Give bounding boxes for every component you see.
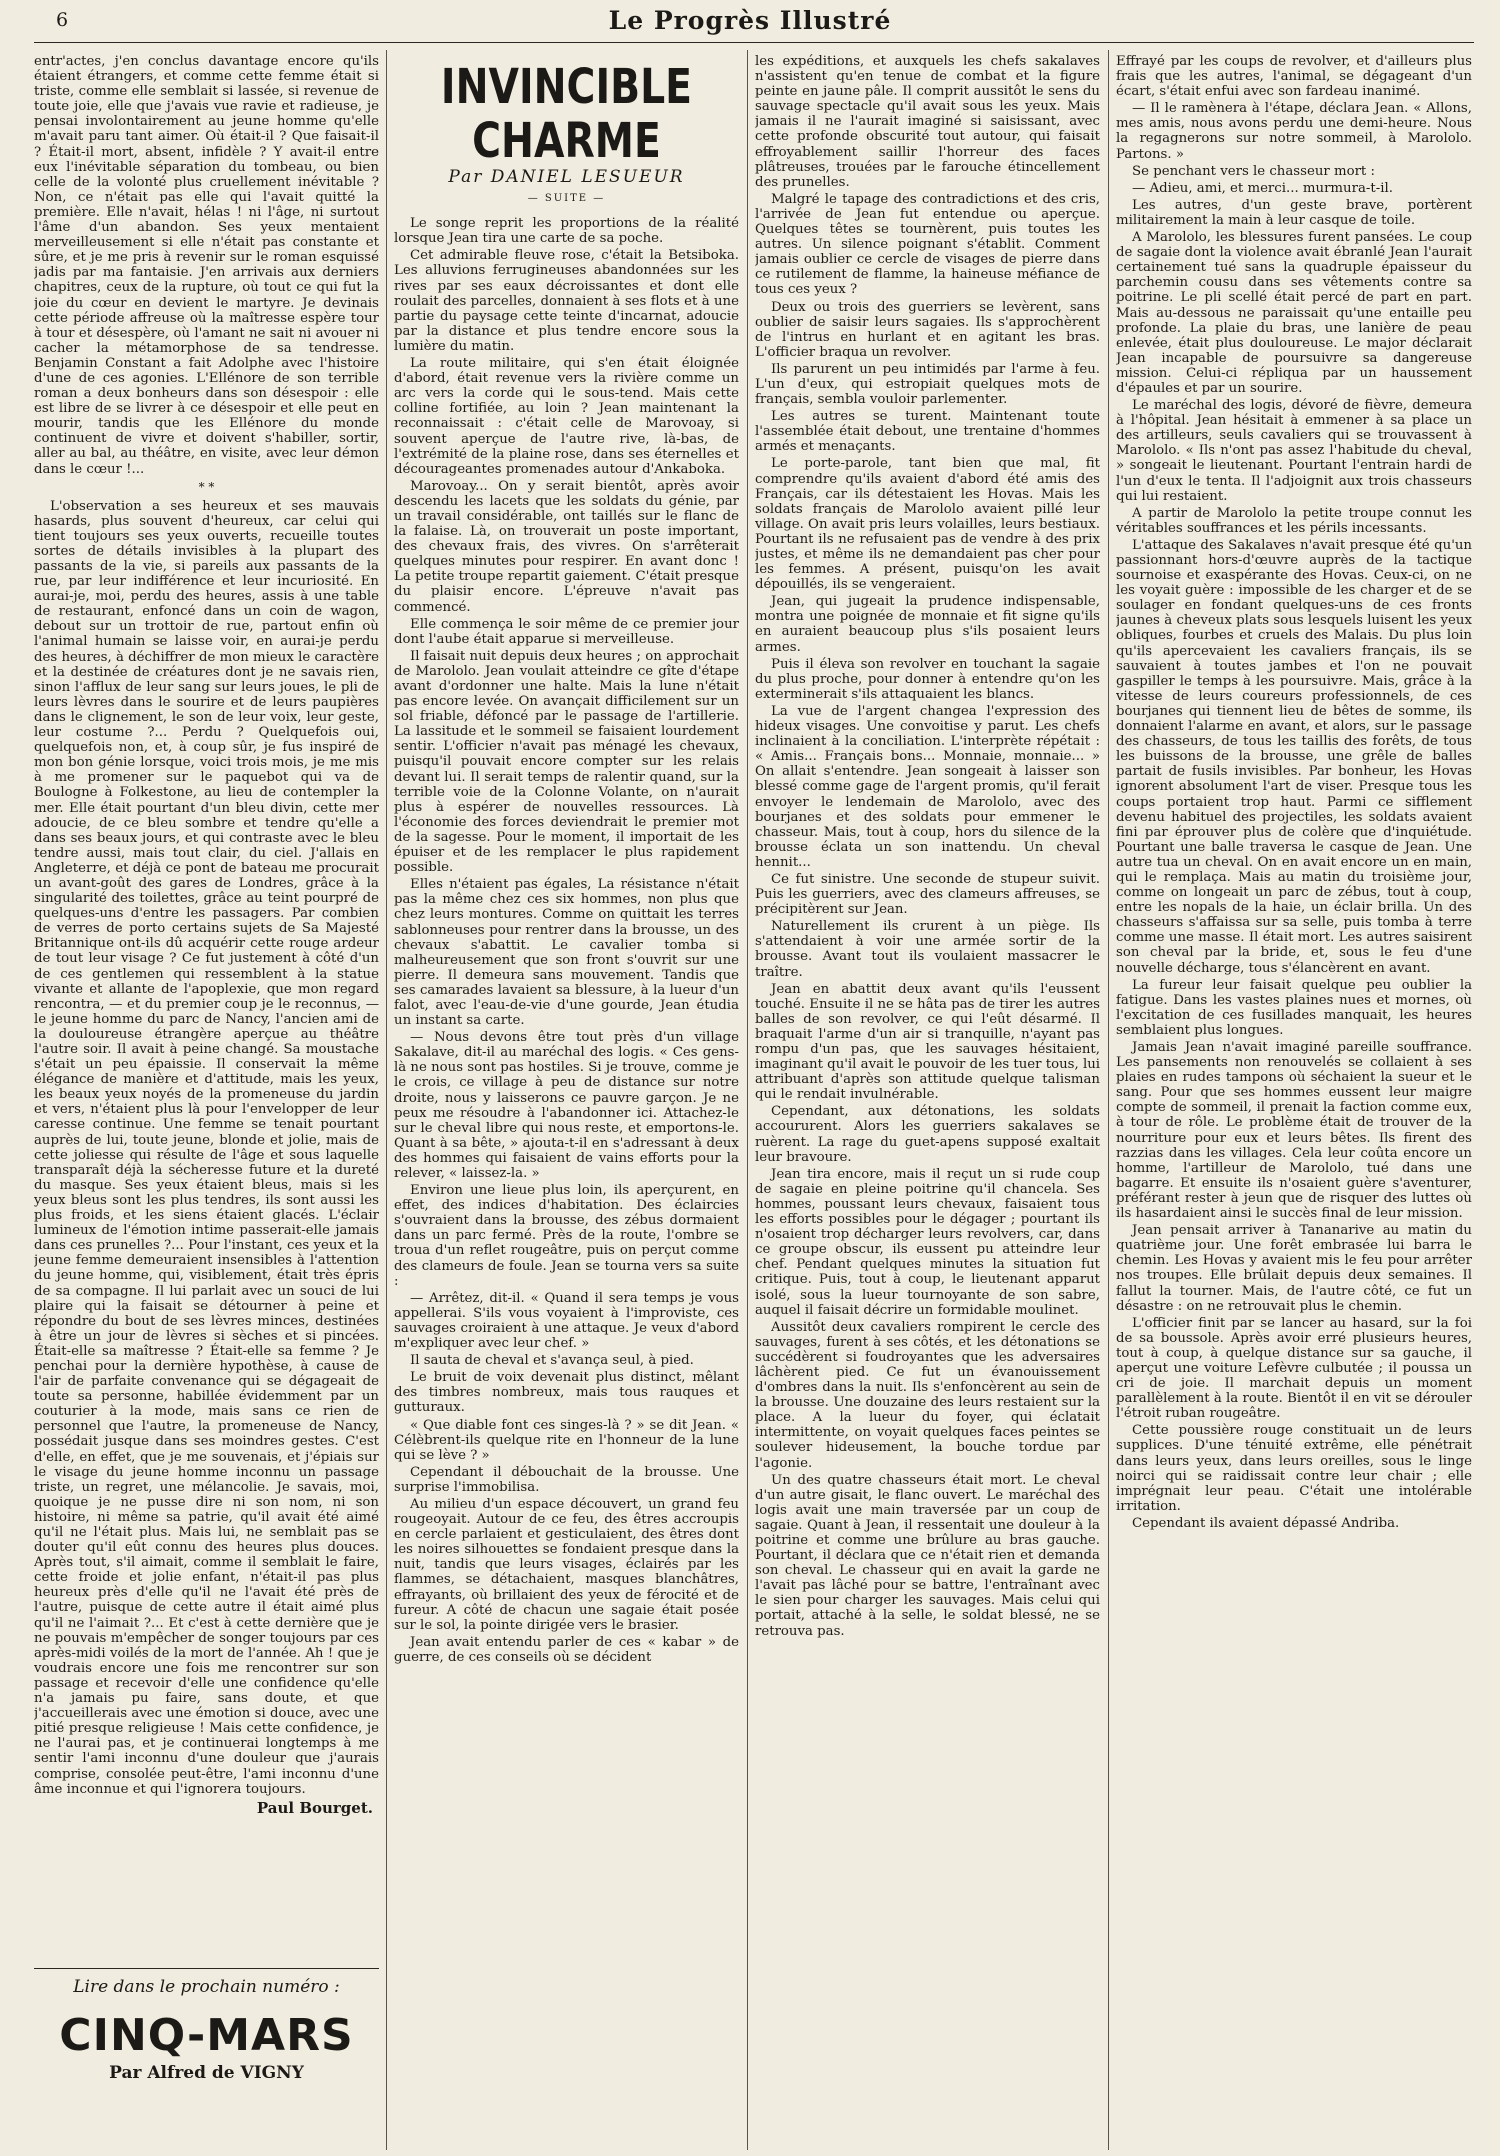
paragraph: L'officier finit par se lancer au hasard, sur la foi de sa boussole. Après avoir erré plusieurs heures, tout à coup, à quelque distance sur sa gauche, il aperçut une voiture Lefèvre culbutée ; il poussa un cri de joie. Il marchait depuis un moment parallèlement à la route. Bientôt il en vit se dérouler l'étroit ruban rougeâtre. — [1116, 1315, 1472, 1422]
paragraph: Cependant il débouchait de la brousse. Une surprise l'immobilisa. — [394, 1464, 739, 1495]
paragraph: Jean en abattit deux avant qu'ils l'eussent touché. Ensuite il ne se hâta pas de tirer les autres balles de son revolver, ce qui l'eût désarmé. Il braquait l'arme d'un air si tranquille, n'ayant pas rompu d'un pas, que les sauvages hésitaient, imaginant qu'il avait le pouvoir de les tuer tous, lui attribuant d'après son attitude quelque talisman qui le rendait invulnérable. — [755, 981, 1100, 1103]
page-number: 6 — [56, 9, 69, 31]
column-2 — [394, 54, 739, 2149]
column-4 — [1116, 54, 1472, 2149]
column-1 — [34, 54, 379, 1964]
paragraph: — Il le ramènera à l'étape, déclara Jean. « Allons, mes amis, nous avons perdu une demi-heure. Nous la regagnerons sur notre sommeil, à Marololo. Partons. » — [1116, 101, 1472, 162]
column-rule — [386, 50, 387, 2150]
paragraph: Le songe reprit les proportions de la réalité lorsque Jean tira une carte de sa poche. — [394, 216, 739, 247]
paragraph: Il sauta de cheval et s'avança seul, à pied. — [410, 1353, 694, 1369]
paragraph: — Nous devons être tout près d'un village Sakalave, dit-il au maréchal des logis. « Ces gens-là ne nous sont pas hostiles. Si je trouve, comme je le crois, ce village à peu de distance sur notre droite, nous y laisserons ce pauvre garçon. Je ne peux me résoudre à l'abandonner ici. Attachez-le sur le cheval libre qui nous reste, et emportons-le. Quant à sa bête, » ajouta-t-il en s'adressant à deux des hommes qui faisaient de vains efforts pour la relever, « laissez-la. » — [394, 1030, 739, 1181]
paragraph: Cet admirable fleuve rose, c'était la Betsiboka. Les alluvions ferrugineuses abandonnées sur les rives par ses eaux décroissantes et dont elle roulait des parcelles, donnaient à ses flots et à une partie du paysage cette teinte d'incarnat, adoucie par la distance et plus tendre encore sous la lumière du matin. — [394, 248, 739, 354]
serial-byline: Par DANIEL LESUEUR — [448, 167, 685, 187]
paragraph: Il faisait nuit depuis deux heures ; on approchait de Marololo. Jean voulait atteindre ce gîte d'étape avant d'ordonner une halte. Mais la lune n'était pas encore levée. On avançait difficilement sur un sol friable, défoncé par le passage de l'artillerie. La lassitude et le sommeil se faisaient lourdement sentir. L'officier n'avait pas ménagé les chevaux, puisqu'il pouvait encore compter sur les relais devant lui. Il serait temps de ralentir quand, sur la terrible voie de la Colonne Volante, on n'aurait plus à espérer de nouvelles ressources. Là l'économie des forces deviendrait le premier mot de la sagesse. Pour le moment, il importait de les épuiser et de les remplacer le plus rapidement possible. — [394, 648, 739, 876]
paragraph: La vue de l'argent changea l'expression des hideux visages. Une convoitise y parut. Les chefs inclinaient à la conciliation. L'interprète répétait : « Amis... Français bons... Monnaie, monnaie... » On allait s'entendre. Jean songeait à laisser son blessé comme gage de l'argent promis, qu'il ferait envoyer le lendemain de Marololo, avec des bourjanes et des soldats pour emmener le chasseur. Mais, tout à coup, hors du silence de la brousse éclata un son inattendu. Un cheval hennit... — [755, 703, 1100, 870]
paragraph: Jean avait entendu parler de ces « kabar » de guerre, de ces conseils où se décident — [394, 1634, 739, 1665]
paragraph: Le bruit de voix devenait plus distinct, mêlant des timbres nombreux, mais tous rauques et gutturaux. — [394, 1370, 739, 1416]
paragraph: Ils parurent un peu intimidés par l'arme à feu. L'un d'eux, qui estropiait quelques mots de français, sembla vouloir parlementer. — [755, 361, 1100, 408]
promo-intro: Lire dans le prochain numéro : — [73, 1977, 340, 1997]
promo-rule — [34, 1968, 379, 1969]
paragraph: Environ une lieue plus loin, ils aperçurent, en effet, des indices d'habitation. Des éclaircies s'ouvraient dans la brousse, des zébus dormaient dans un parc fermé. Près de la route, l'ombre se troua d'un reflet rougeâtre, puis on perçut comme des clameurs de foule. Jean se tourna vers sa suite : — [394, 1183, 739, 1289]
page-header — [0, 0, 1500, 46]
paragraph: « Que diable font ces singes-là ? » se dit Jean. « Célèbrent-ils quelque rite en l'honneur de la lune qui se lève ? » — [394, 1417, 739, 1463]
paragraph: La fureur leur faisait quelque peu oublier la fatigue. Dans les vastes plaines nues et mornes, où l'excitation de ces fusillades manquait, les heures semblaient plus longues. — [1116, 977, 1472, 1038]
journal-title: Le Progrès Illustré — [608, 6, 892, 35]
paragraph: L'attaque des Sakalaves n'avait presque été qu'un passionnant hors-d'œuvre auprès de la tactique sournoise et exaspérante des Hovas. Ceux-ci, on ne les voyait guère : impossible de les charger et de se soulager en fondant quelques-uns de ces fronts jaunes à cheveux plats sous lesquels luisent les yeux obliques, fourbes et cruels des Malais. Du plus loin qu'ils apercevaient les cavaliers français, ils se sauvaient à toutes jambes et l'on ne pouvait gaspiller le temps à les poursuivre. Mais, grâce à la vitesse de leurs coureurs professionnels, de ces bourjanes qui tiennent lieu de bêtes de somme, ils donnaient l'alarme en avant, et alors, sur le passage des chasseurs, de tous les taillis des forêts, de tous les buissons de la brousse, une grêle de balles partait de fusils invisibles. Par bonheur, les Hovas ignorent absolument l'art de viser. Presque tous les coups portaient trop haut. Parmi ce sifflement devenu habituel des projectiles, les soldats avaient fini par éprouver plus de colère que d'inquiétude. Pourtant une balle traversa le casque de Jean. Une autre tua un cheval. On en avait encore un en main, qui le remplaça. Mais au matin du troisième jour, comme on longeait un parc de zébus, tout à coup, entre les nopals de la haie, un éclair brilla. Un des chasseurs s'affaissa sur sa selle, puis tomba à terre comme une masse. Il était mort. Les autres saisirent son cheval par la bride, et, sous le feu d'une nouvelle décharge, tous s'élancèrent en avant. — [1116, 537, 1472, 976]
paragraph: Aussitôt deux cavaliers rompirent le cercle des sauvages, furent à ses côtés, et les détonations se succédèrent si foudroyantes que les adversaires lâchèrent pied. Ce fut un évanouissement d'ombres dans la nuit. Ils s'enfoncèrent au sein de la brousse. Une douzaine des leurs restaient sur la place. A la lueur du foyer, qui éclatait intermittente, on voyait quelques faces peintes se soulever hideusement, la bouche tordue par l'agonie. — [755, 1319, 1100, 1471]
paragraph: Un des quatre chasseurs était mort. Le cheval d'un autre gisait, le flanc ouvert. Le maréchal des logis avait une main traversée par un coup de sagaie. Quant à Jean, il ressentait une douleur à la poitrine et comme une brûlure au bras gauche. Pourtant, il déclara que ce n'était rien et demanda son cheval. Le chasseur qui en avait la garde ne l'avait pas lâché pour se battre, l'entraînant avec le sien pour charger les sauvages. Mais celui qui portait, attaché à la selle, le soldat blessé, ne se retrouva pas. — [755, 1472, 1100, 1639]
paragraph: Cependant ils avaient dépassé Andriba. — [1132, 1515, 1400, 1531]
paragraph: A Marololo, les blessures furent pansées. Le coup de sagaie dont la violence avait ébranlé Jean l'aurait certainement tué sans la quadruple épaisseur du parchemin cousu dans ses vêtements contre sa poitrine. Le pli scellé était percé de part en part. Mais au-dessous ne paraissait qu'une entaille peu profonde. La plaie du bras, une lanière de peau enlevée, était plus douloureuse. Le major déclarait Jean incapable de poursuivre sa dangereuse mission. Celui-ci répliqua par un haussement d'épaules et par un sourire. — [1116, 230, 1472, 396]
paragraph: L'observation a ses heureux et ses mauvais hasards, plus souvent d'heureux, car celui qui tient toujours ses yeux ouverts, recueille toutes sortes de détails invisibles à la plupart des passants de la vie, si pareils aux passants de la rue, par leur indifférence et leur incuriosité. En aurai-je, moi, perdu des heures, assis à une table de restaurant, enfoncé dans un coin de wagon, debout sur un trottoir de rue, partout enfin où l'animal humain se laisse voir, en aurai-je perdu des heures, à déchiffrer de mon mieux le caractère et la destinée de créatures dont je ne savais rien, sinon l'afflux de leur sang sur leurs joues, le pli de leurs lèvres dans le sourire et de leurs paupières dans le clignement, le son de leur voix, leur geste, leur costume ?... Perdu ? Quelquefois oui, quelquefois non, et, à coup sûr, je fus inspiré de mon bon génie lorsque, voici trois mois, je me mis à me promener sur le paquebot qui va de Boulogne à Folkestone, au lieu de contempler la mer. Elle était pourtant d'un bleu divin, cette mer adoucie, de ce bleu sombre et tendre qu'elle a dans ses beaux jours, et qui contraste avec le bleu tendre aussi, mais tout clair, du ciel. J'allais en Angleterre, et déjà ce pont de bateau me procurait un avant-goût des gares de Londres, grâce à la singularité des toilettes, grâce au teint pourpré de quelques-uns d'entre les passagers. Par combien de verres de porto certains sujets de Sa Majesté Britannique ont-ils dû acquérir cette rouge ardeur de tout leur visage ? Ce fut justement à côté d'un de ces gentlemen qui ressemblent à la statue vivante et allante de l'apoplexie, que mon regard rencontra, — et du premier coup je le reconnus, — le jeune homme du parc de Nancy, l'ancien ami de la douloureuse étrangère aperçue au théâtre l'autre soir. Il avait à peine changé. Sa moustache s'était un peu épaissie. Il conservait la même élégance de manière et d'attitude, mais les yeux, les beaux yeux noyés de la promeneuse du jardin et vers, n'étaient plus là pour l'envelopper de leur caresse continue. Une femme se tenait pourtant auprès de lui, toute jeune, blonde et jolie, mais de cette joliesse qui résulte de l'âge et sous laquelle transparaît déjà la sécheresse future et la dureté du masque. Ses yeux étaient bleus, mais si les yeux bleus sont les plus tendres, ils sont aussi les plus froids, et les siens étaient glacés. L'éclair lumineux de l'émotion intime passerait-elle jamais dans ces prunelles ?... Pour l'instant, ces yeux et la jeune femme demeuraient insensibles à l'attention du jeune homme, qui, visiblement, était très épris de sa compagne. Il lui parlait avec un souci de lui plaire qui la faisait se détourner à peine et répondre du bout de ses lèvres minces, destinées à être un jour de lèvres si sèches et si pincées. Était-elle sa maîtresse ? Était-elle sa femme ? Je penchai pour la dernière hypothèse, à cause de l'air de parfaite convenance qui se dégageait de toute sa personne, habillée évidemment par un couturier à la mode, mais sans ce rien de personnel que l'autre, la promeneuse de Nancy, possédait jusque dans ses moindres gestes. C'est d'elle, en effet, que je me souvenais, et j'épiais sur le visage du jeune homme inconnu un passage triste, un regret, une mélancolie. Je savais, moi, quoique je ne pusse dire ni son nom, ni son histoire, ni même sa patrie, qu'il avait été aimé qu'il ne l'était plus. Mais lui, ne semblait pas se douter qu'il eût connu des heures plus douces. Après tout, s'il aimait, comme il semblait le faire, cette froide et jolie enfant, n'était-il pas plus heureux près d'elle qu'il ne l'avait été près de l'autre, puisque de cette autre il était aimé plus qu'il ne l'aimait ?... Et c'est à cette dernière que je ne pouvais m'empêcher de songer toujours par ces après-midi voilés de la mort de l'année. Ah ! que je voudrais encore une fois me rencontrer sur son passage et recevoir d'elle une confidence qu'elle n'a jamais pu faire, sans doute, et que j'accueillerais avec une émotion si douce, avec une pitié presque religieuse ! Mais cette confidence, je ne l'aurai pas, et je continuerai longtemps à me sentir l'ami inconnu d'une douleur que j'aurais comprise, consolée peut-être, l'ami inconnu d'une âme inconnue et qui l'ignorera toujours. — [34, 498, 379, 1797]
paragraph: Ce fut sinistre. Une seconde de stupeur suivit. Puis les guerriers, avec des clameurs affreuses, se précipitèrent sur Jean. — [755, 871, 1100, 918]
paragraph: Marovoay... On y serait bientôt, après avoir descendu les lacets que les soldats du génie, par un travail considérable, ont taillés sur le flanc de la falaise. Là, on trouverait un poste important, des chevaux frais, des vivres. On s'arrêterait quelques minutes pour respirer. En avant donc ! La petite troupe repartit gaiement. C'était presque du plaisir encore. L'épreuve n'avait pas commencé. — [394, 478, 739, 615]
column-rule — [1108, 50, 1109, 2150]
paragraph: Le porte-parole, tant bien que mal, fit comprendre qu'ils avaient d'abord été amis des Français, car ils détestaient les Hovas. Mais les soldats français de Marololo avaient pillé leur village. On avait pris leurs volailles, leurs bestiaux. Pourtant ils ne refusaient pas de vendre à des prix justes, et même ils ne demandaient pas cher pour les femmes. A présent, puisqu'on les avait dépouillés, ils se vengeraient. — [755, 456, 1100, 593]
paragraph: Elle commença le soir même de ce premier jour dont l'aube était apparue si merveilleuse. — [394, 616, 739, 647]
header-rule — [34, 42, 1474, 43]
promo-author: Par Alfred de VIGNY — [109, 2063, 304, 2083]
column-rule — [747, 50, 748, 2150]
paragraph: Naturellement ils crurent à un piège. Ils s'attendaient à voir une armée sortir de la brousse. Avant tout ils voulaient massacrer le traître. — [755, 919, 1100, 980]
paragraph: Les autres, d'un geste brave, portèrent militairement la main à leur casque de toile. — [1116, 197, 1472, 228]
paragraph: Le maréchal des logis, dévoré de fièvre, demeura à l'hôpital. Jean hésitait à emmener à sa place un des artilleurs, seuls cavaliers qui se trouvassent à Marololo. « Ils n'ont pas assez l'habitude du cheval, » songeait le lieutenant. Pourtant l'entrain hardi de l'un d'eux le tenta. Il l'adjoignit aux trois chasseurs qui lui restaient. — [1116, 398, 1472, 504]
paragraph: — Adieu, ami, et merci... murmura-t-il. — [1132, 180, 1393, 196]
column-3 — [755, 54, 1100, 2149]
paragraph: Elles n'étaient pas égales, La résistance n'était pas la même chez ces six hommes, non plus que chez leurs montures. Comme on quittait les terres sablonneuses pour rentrer dans la brousse, un des chevaux s'abattit. Le cavalier tomba si malheureusement que son front s'ouvrit sur une pierre. Il demeura sans mouvement. Tandis que ses camarades lavaient sa blessure, à la lueur d'un falot, avec l'eau-de-vie d'une gourde, Jean étudia un instant sa carte. — [394, 877, 739, 1029]
paragraph: Les autres se turent. Maintenant toute l'assemblée était debout, une trentaine d'hommes armés et menaçants. — [755, 409, 1100, 455]
paragraph: Cette poussière rouge constituait un de leurs supplices. D'une ténuité extrême, elle pénétrait dans leurs yeux, dans leurs oreilles, sous le linge noirci qui se raidissait contre leur chair ; elle imprégnait leur peau. C'était une intolérable irritation. — [1116, 1423, 1472, 1514]
paragraph: Se penchant vers le chasseur mort : — [1132, 163, 1375, 179]
paragraph: Effrayé par les coups de revolver, et d'ailleurs plus frais que les autres, l'animal, se dégageant d'un écart, s'était enfui avec son fardeau inanimé. — [1116, 54, 1472, 100]
paragraph: Malgré le tapage des contradictions et des cris, l'arrivée de Jean fut entendue ou aperçue. Quelques têtes se tournèrent, puis toutes les autres. Un silence poignant s'établit. Comment jamais oublier ce cercle de visages de pierre dans ce rutilement de flamme, la haineuse méfiance de tous ces yeux ? — [755, 191, 1100, 298]
paragraph: Jean, qui jugeait la prudence indispensable, montra une poignée de monnaie et fit signe qu'ils en auraient beaucoup plus s'ils posaient leurs armes. — [755, 594, 1100, 655]
paragraph: Cependant, aux détonations, les soldats accoururent. Alors les guerriers sakalaves se ruèrent. La rage du guet-apens supposé exaltait leur bravoure. — [755, 1104, 1100, 1165]
paragraph: les expéditions, et auxquels les chefs sakalaves n'assistent qu'en tenue de combat et la figure peinte en jaune pâle. Il comprit aussitôt le sens du sauvage spectacle qu'il avait sous les yeux. Mais jamais il ne l'aurait imaginé si saisissant, avec cette profonde obscurité tout autour, qui faisait effroyablement saillir l'horreur des faces plâtreuses, trouées par le farouche étincellement des prunelles. — [755, 54, 1100, 190]
paragraph: Deux ou trois des guerriers se levèrent, sans oublier de saisir leurs sagaies. Ils s'approchèrent de l'intrus en hurlant et en agitant les bras. L'officier braqua un revolver. — [755, 299, 1100, 360]
author-signature: Paul Bourget. — [256, 1798, 373, 1817]
paragraph: Au milieu d'un espace découvert, un grand feu rougeoyait. Autour de ce feu, des êtres accroupis en cercle parlaient et gesticulaient, des êtres dont les noires silhouettes se fondaient presque dans la nuit, tandis que leurs visages, éclairés par les flammes, se détachaient, masques blanchâtres, effrayants, où brillaient des yeux de férocité et de fureur. A côté de chacun une sagaie était posée sur le sol, la pointe dirigée vers le brasier. — [394, 1496, 739, 1633]
paragraph: A partir de Marololo la petite troupe connut les véritables souffrances et les périls incessants. — [1116, 505, 1472, 536]
paragraph: Puis il éleva son revolver en touchant la sagaie du plus proche, pour donner à entendre qu'on les exterminerait s'ils attaquaient les blancs. — [755, 656, 1100, 702]
section-separator: * * — [198, 479, 215, 494]
paragraph: Jean tira encore, mais il reçut un si rude coup de sagaie en pleine poitrine qu'il chancela. Ses hommes, poussant leurs chevaux, faisaient tous les efforts possibles pour le dégager ; pourtant ils n'osaient trop décharger leurs revolvers, car, dans ce groupe obscur, ils eussent pu atteindre leur chef. Pendant quelques minutes la situation fut critique. Puis, tout à coup, le lieutenant apparut isolé, sous la lueur tournoyante de son sabre, auquel il faisait décrire un formidable moulinet. — [755, 1166, 1100, 1318]
paragraph: La route militaire, qui s'en était éloignée d'abord, était revenue vers la rivière comme un arc vers la corde qui le sous-tend. Mais cette colline fortifiée, au loin ? Jean maintenant la reconnaissait : c'était celle de Marovoay, si souvent aperçue de l'autre rive, là-bas, de l'extrémité de la plaine rose, dans ses éternelles et décourageantes promenades autour d'Ankaboka. — [394, 356, 739, 477]
serial-suite-label: — SUITE — — [527, 193, 606, 205]
paragraph: Jean pensait arriver à Tananarive au matin du quatrième jour. Une forêt embrasée lui barra le chemin. Les Hovas y avaient mis le feu pour arrêter nos troupes. Elle brûlait depuis deux semaines. Il fallut la tourner. Mais, de l'autre côté, ce fut un désastre : on ne retrouvait plus le chemin. — [1116, 1223, 1472, 1314]
paragraph: Jamais Jean n'avait imaginé pareille souffrance. Les pansements non renouvelés se collaient à ses plaies en rudes tampons où séchaient la sueur et le sang. Pour que ses hommes eussent leur maigre compte de sommeil, il prenait la faction comme eux, à tour de rôle. Le problème était de trouver de la nourriture pour eux et leurs bêtes. Ils firent des razzias dans les villages. Cela leur coûta encore un homme, l'artilleur de Marololo, tué dans une bagarre. Et ensuite ils n'osaient guère s'aventurer, préférant rester à jeun que de risquer des luttes où ils hasardaient ainsi le succès final de leur mission. — [1116, 1040, 1472, 1222]
paragraph: entr'actes, j'en conclus davantage encore qu'ils étaient étrangers, et comme cette femme était si triste, comme elle semblait si lassée, si revenue de toute joie, elle que j'avais vue ravie et radieuse, je pensai involontairement au jeune homme qu'elle m'avait paru tant aimer. Où était-il ? Que faisait-il ? Était-il mort, absent, infidèle ? Y avait-il entre eux l'inévitable séparation du tombeau, ou bien celle de la volonté plus cruellement inévitable ? Non, ce n'était pas elle qui l'avait quitté la première. Elle n'avait, hélas ! ni l'âge, ni surtout l'âme d'un abandon. Ses yeux mentaient merveilleusement si elle n'était pas constante et sûre, et je me pris à revenir sur le roman esquissé jadis par ma fantaisie. J'en arrivais aux derniers chapitres, ceux de la rupture, où tout ce qui fut la joie du cœur en devient le martyre. Je devinais cette période affreuse où la maîtresse espère tour à tour et désespère, où l'amant ne sait ni avouer ni cacher la métamorphose de sa tendresse. Benjamin Constant a fait Adolphe avec l'histoire d'une de ces agonies. L'Ellénore de son terrible roman a deux bonheurs dans son désespoir : elle est libre de se livrer à ce désespoir et elle peut en mourir, tandis que les Ellénore du monde continuent de vivre et doivent s'habiller, sortir, aller au bal, au théâtre, en visite, avec leur démon dans le cœur !... — [34, 54, 379, 477]
next-issue-promo — [34, 1968, 379, 2148]
promo-title: CINQ-MARS — [59, 2010, 354, 2061]
serial-title: INVINCIBLE CHARME — [440, 59, 693, 169]
paragraph: — Arrêtez, dit-il. « Quand il sera temps je vous appellerai. S'ils vous voyaient à l'improviste, ces sauvages croiraient à une attaque. Je veux d'abord m'expliquer avec leur chef. » — [394, 1290, 739, 1352]
